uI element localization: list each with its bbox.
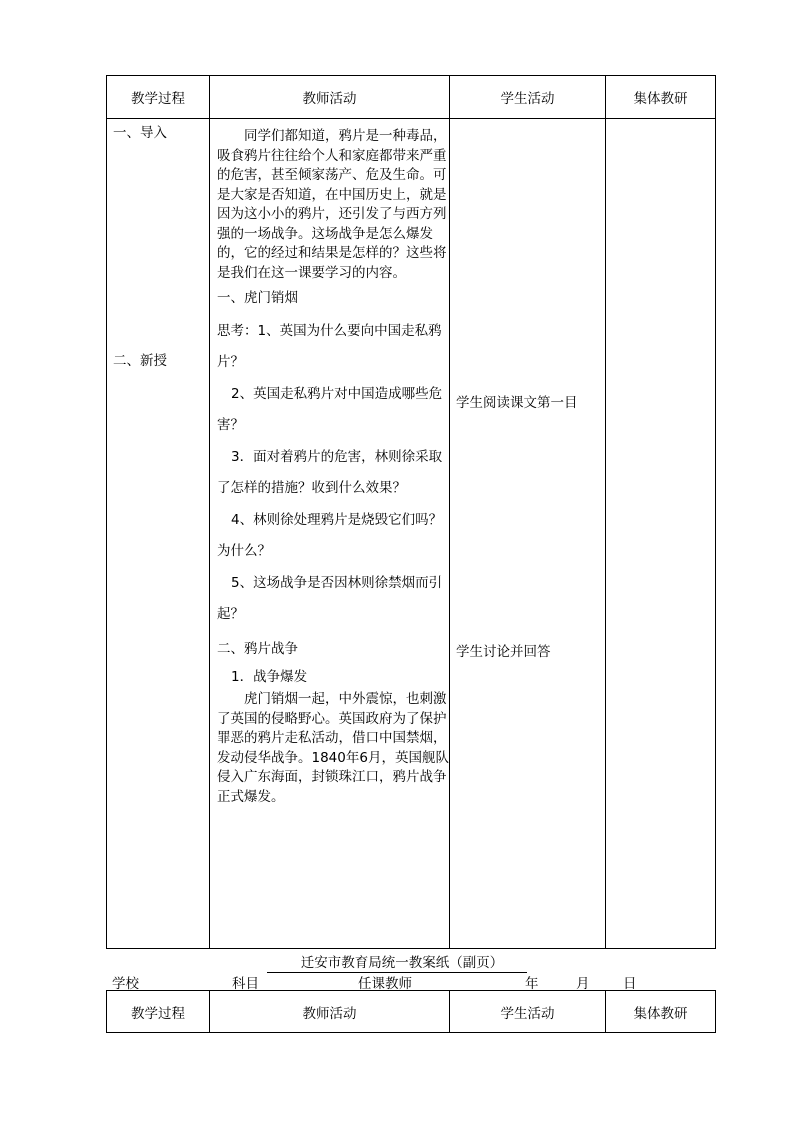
footer-title-text: 迁安市教育局统一教案纸（副页） bbox=[267, 955, 528, 973]
question-3-line-1: 3．面对着鸦片的危害，林则徐采取 bbox=[231, 449, 443, 465]
question-5-line-1: 5、这场战争是否因林则徐禁烟而引 bbox=[231, 575, 443, 591]
intro-paragraph: 同学们都知道，鸦片是一种毒品，吸食鸦片往往给个人和家庭都带来严重的危害，甚至倾家荡产、危及生命。可是大家是否知道，在中国历史上，就是因为这小小的鸦片，还引发了与西方列强的一场战争。这场战争是怎么爆发的，它的经过和结果是怎样的？这些将是我们在这一课要学习的内容。 bbox=[217, 128, 447, 281]
header-process: 教学过程 bbox=[107, 991, 210, 1033]
header-group-research: 集体教研 bbox=[606, 76, 716, 119]
student-activity-1: 学生阅读课文第一目 bbox=[456, 395, 578, 411]
lesson-table-continued bbox=[106, 990, 716, 1033]
label-month: 月 bbox=[576, 976, 590, 992]
table-header-row bbox=[107, 76, 716, 119]
label-year: 年 bbox=[525, 976, 539, 992]
question-1-line-1: 思考：1、英国为什么要向中国走私鸦 bbox=[217, 323, 442, 339]
question-4-line-1: 4、林则徐处理鸦片是烧毁它们吗？ bbox=[231, 512, 443, 528]
table-header-row bbox=[107, 991, 716, 1033]
war-paragraph: 虎门销烟一起，中外震惊，也刺激了英国的侵略野心。英国政府为了保护罪恶的鸦片走私活动，借口中国禁烟，发动侵华战争。1840年6月，英国舰队侵入广东海面，封锁珠江口，鸦片战争正式爆发。 bbox=[217, 691, 449, 805]
label-teacher: 任课教师 bbox=[358, 976, 412, 992]
header-process: 教学过程 bbox=[107, 76, 210, 119]
header-teacher-activity: 教师活动 bbox=[210, 76, 450, 119]
section-heading-2: 二、鸦片战争 bbox=[217, 641, 298, 657]
question-4-line-2: 为什么？ bbox=[217, 543, 271, 559]
question-1-line-2: 片？ bbox=[217, 354, 244, 370]
group-cell bbox=[606, 119, 716, 949]
header-student-activity: 学生活动 bbox=[450, 76, 606, 119]
header-teacher-activity: 教师活动 bbox=[210, 991, 450, 1033]
student-activity-2: 学生讨论并回答 bbox=[456, 644, 551, 660]
label-school: 学校 bbox=[112, 976, 139, 992]
process-cell bbox=[107, 119, 210, 949]
page-footer-title bbox=[0, 951, 794, 971]
stage-new: 二、新授 bbox=[113, 353, 167, 369]
student-cell bbox=[450, 119, 606, 949]
question-2-line-1: 2、英国走私鸦片对中国造成哪些危 bbox=[231, 386, 443, 402]
stage-intro: 一、导入 bbox=[113, 125, 167, 141]
label-subject: 科目 bbox=[232, 976, 259, 992]
question-2-line-2: 害？ bbox=[217, 417, 244, 433]
header-student-activity: 学生活动 bbox=[450, 991, 606, 1033]
header-group-research: 集体教研 bbox=[606, 991, 716, 1033]
subsection-heading: 1．战争爆发 bbox=[231, 669, 308, 685]
label-day: 日 bbox=[623, 976, 637, 992]
section-heading-1: 一、虎门销烟 bbox=[217, 290, 298, 306]
question-3-line-2: 了怎样的措施？收到什么效果？ bbox=[217, 480, 406, 496]
question-5-line-2: 起？ bbox=[217, 606, 244, 622]
